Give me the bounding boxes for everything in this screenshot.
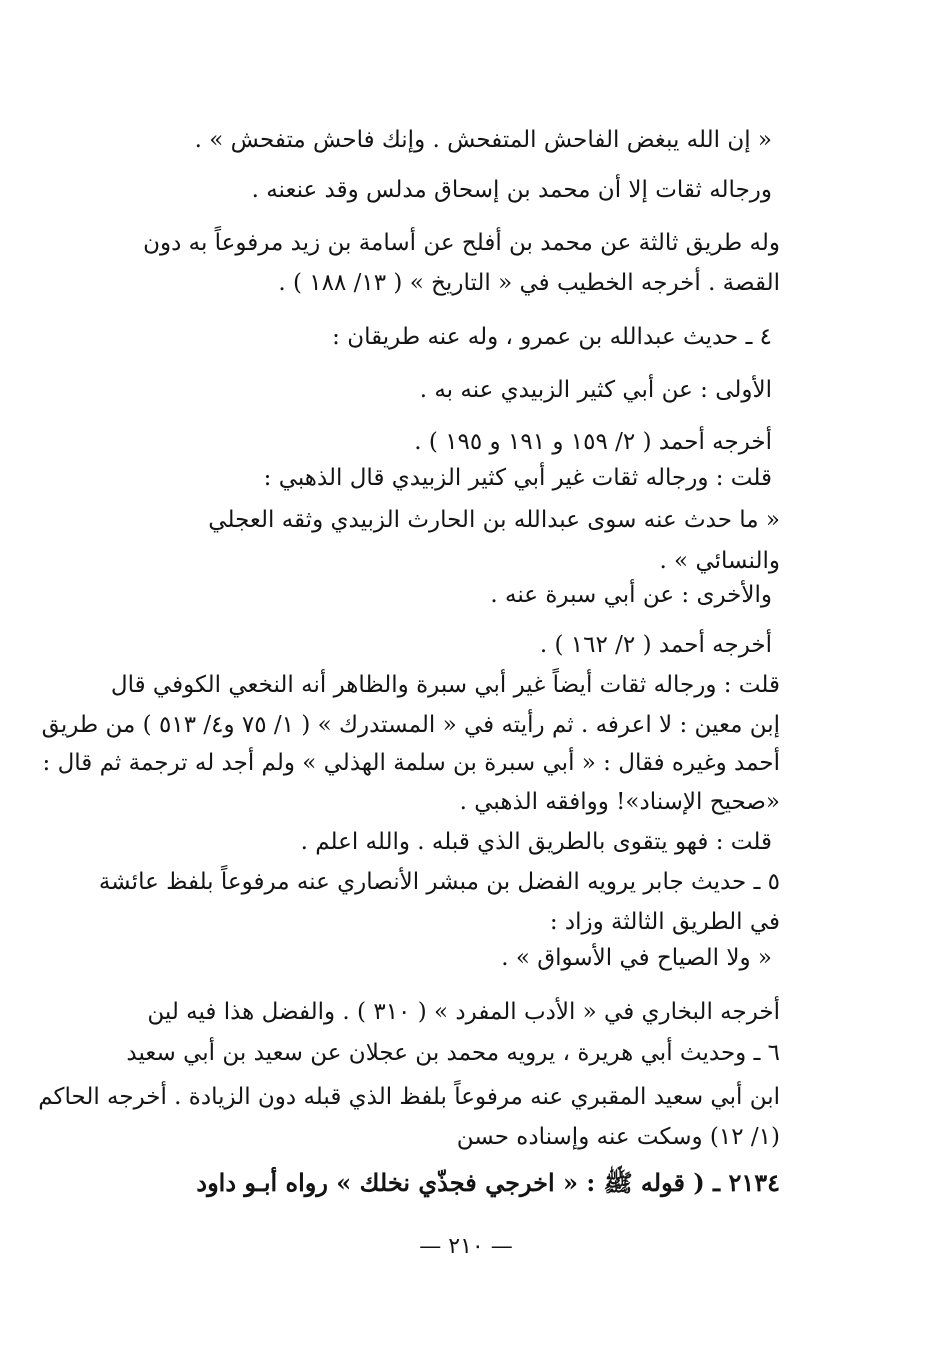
text-line-7: أخرجه أحمد ( ٢/ ١٥٩ و ١٩١ و ١٩٥ ) .	[414, 429, 772, 455]
text-line-24: (١/ ١٢) وسكت عنه وإسناده حسن	[456, 1124, 780, 1150]
text-line-1: « إن الله يبغض الفاحش المتفحش . وإنك فاحش متفحش » .	[194, 127, 772, 153]
text-line-19: في الطريق الثالثة وزاد :	[549, 909, 780, 935]
text-line-6: الأولى : عن أبي كثير الزبيدي عنه به .	[419, 377, 772, 403]
heading-hadith-6: ٦ ـ وحديث أبي هريرة ، يرويه محمد بن عجلان عن سعيد بن أبي سعيد	[126, 1040, 780, 1066]
heading-hadith-2134: ٢١٣٤ ـ ( قوله ﷺ : « اخرجي فجذّي نخلك » رواه أبـو داود	[196, 1168, 780, 1197]
text-line-13: قلت : ورجاله ثقات أيضاً غير أبي سبرة والظاهر أنه النخعي الكوفي قال	[110, 672, 780, 698]
heading-hadith-4: ٤ ـ حديث عبدالله بن عمرو ، وله عنه طريقان :	[332, 324, 772, 350]
text-line-8: قلت : ورجاله ثقات غير أبي كثير الزبيدي قال الذهبي :	[263, 465, 772, 491]
text-line-4: القصة . أخرجه الخطيب في « التاريخ » ( ١٣/ ١٨٨ ) .	[278, 270, 780, 296]
text-line-10: والنسائي » .	[659, 548, 780, 574]
text-line-3: وله طريق ثالثة عن محمد بن أفلح عن أسامة بن زيد مرفوعاً به دون	[143, 230, 780, 256]
text-line-21: أخرجه البخاري في « الأدب المفرد » ( ٣١٠ ) . والفضل هذا فيه لين	[147, 999, 780, 1025]
text-line-9: « ما حدث عنه سوى عبدالله بن الحارث الزبيدي وثقه العجلي	[208, 507, 780, 533]
text-line-15: أحمد وغيره فقال : « أبي سبرة بن سلمة الهذلي » ولم أجد له ترجمة ثم قال :	[42, 750, 780, 776]
text-line-2: ورجاله ثقات إلا أن محمد بن إسحاق مدلس وقد عنعنه .	[251, 177, 772, 203]
text-line-20: « ولا الصياح في الأسواق » .	[501, 945, 772, 971]
text-line-14: إبن معين : لا اعرفه . ثم رأيته في « المستدرك » ( ١/ ٧٥ و٤/ ٥١٣ ) من طريق	[41, 712, 780, 738]
text-line-23: ابن أبي سعيد المقبري عنه مرفوعاً بلفظ الذي قبله دون الزيادة . أخرجه الحاكم	[38, 1084, 780, 1110]
heading-hadith-5: ٥ ـ حديث جابر يرويه الفضل بن مبشر الأنصاري عنه مرفوعاً بلفظ عائشة	[98, 869, 780, 895]
text-line-16: «صحيح الإسناد»! ووافقه الذهبي .	[459, 789, 780, 815]
text-line-11: والأخرى : عن أبي سبرة عنه .	[490, 582, 772, 608]
page-number: — ٢١٠ —	[419, 1234, 513, 1259]
text-line-12: أخرجه أحمد ( ٢/ ١٦٢ ) .	[539, 632, 772, 658]
text-line-17: قلت : فهو يتقوى بالطريق الذي قبله . والله اعلم .	[300, 829, 772, 855]
